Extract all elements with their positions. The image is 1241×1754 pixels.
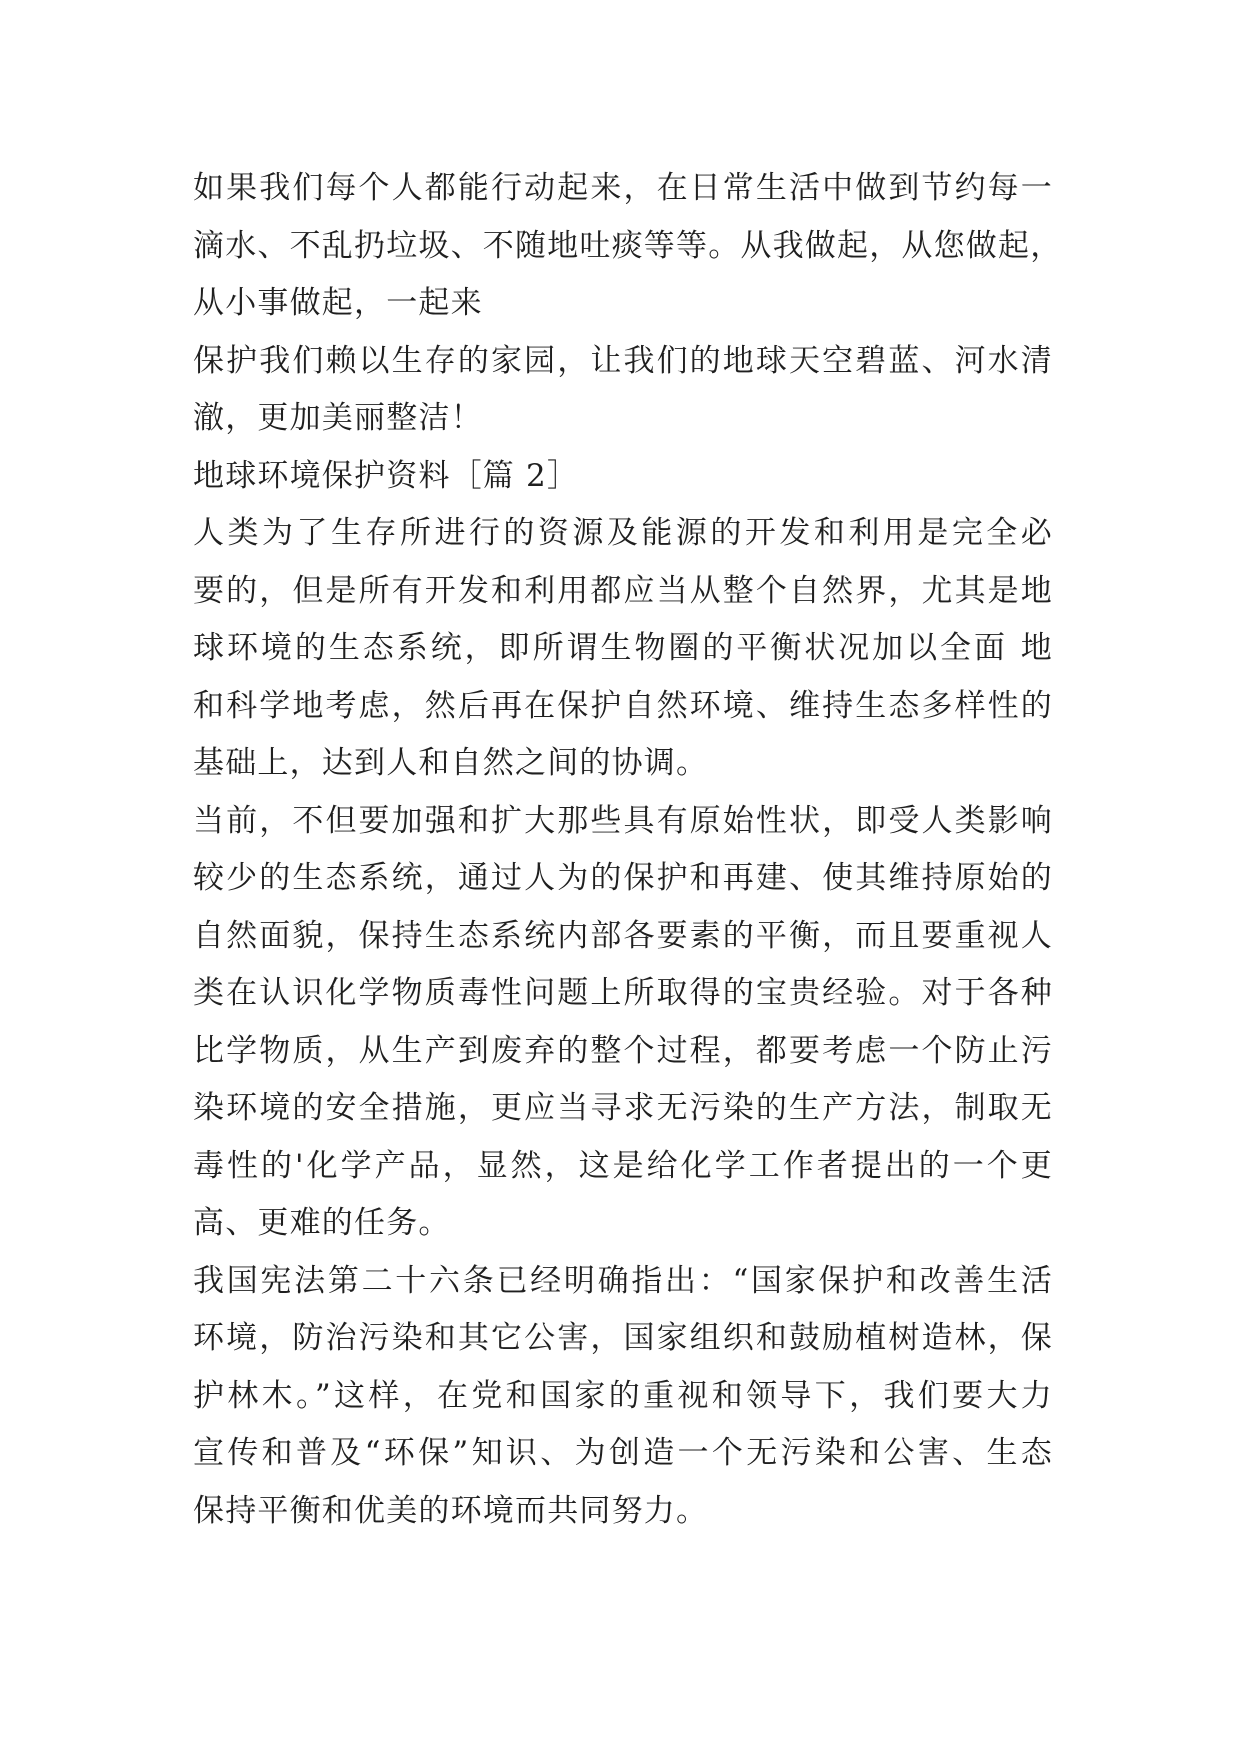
- text-line: 护林木。”这样，在党和国家的重视和领导下，我们要大力: [193, 1377, 1053, 1414]
- text-line: 比学物质，从生产到废弃的整个过程，都要考虑一个防止污: [193, 1032, 1053, 1069]
- text-line: 如果我们每个人都能行动起来，在日常生活中做到节约每一: [193, 170, 1053, 206]
- text-line: 澈，更加美丽整洁！: [193, 400, 483, 436]
- text-line: 染环境的安全措施，更应当寻求无污染的生产方法，制取无: [193, 1090, 1053, 1126]
- text-line: 滴水、不乱扔垃圾、不随地吐痰等等。从我做起，从您做起，: [193, 227, 1063, 264]
- text-line: 当前，不但要加强和扩大那些具有原始性状，即受人类影响: [193, 802, 1053, 839]
- text-line: 球环境的生态系统，即所谓生物圈的平衡状况加以全面 地: [193, 630, 1053, 666]
- text-line: 基础上，达到人和自然之间的协调。: [193, 745, 709, 781]
- text-line: 保护我们赖以生存的家园，让我们的地球天空碧蓝、河水清: [193, 342, 1053, 379]
- text-line: 要的，但是所有开发和利用都应当从整个自然界，尤其是地: [193, 572, 1053, 609]
- text-line: 我国宪法第二十六条已经明确指出：“国家保护和改善生活: [193, 1262, 1053, 1299]
- text-line: 从小事做起，一起来: [193, 285, 483, 321]
- text-line: 高、更难的任务。: [193, 1205, 451, 1241]
- text-line: 类在认识化学物质毒性问题上所取得的宝贵经验。对于各种: [193, 975, 1053, 1011]
- text-line: 人类为了生存所进行的资源及能源的开发和利用是完全必: [193, 515, 1053, 551]
- text-line: 宣传和普及“环保”知识、为创造一个无污染和公害、生态: [193, 1435, 1053, 1471]
- section-heading: 地球环境保护资料［篇 2］: [193, 457, 580, 494]
- text-line: 自然面貌，保持生态系统内部各要素的平衡，而且要重视人: [193, 917, 1053, 954]
- text-line: 毒性的'化学产品，显然，这是给化学工作者提出的一个更: [193, 1147, 1053, 1184]
- document-body: [193, 160, 1063, 1540]
- text-line: 环境，防治污染和其它公害，国家组织和鼓励植树造林，保: [193, 1320, 1053, 1356]
- text-line: 较少的生态系统，通过人为的保护和再建、使其维持原始的: [193, 860, 1053, 896]
- text-line: 和科学地考虑，然后再在保护自然环境、维持生态多样性的: [193, 687, 1053, 724]
- text-line: 保持平衡和优美的环境而共同努力。: [193, 1492, 709, 1529]
